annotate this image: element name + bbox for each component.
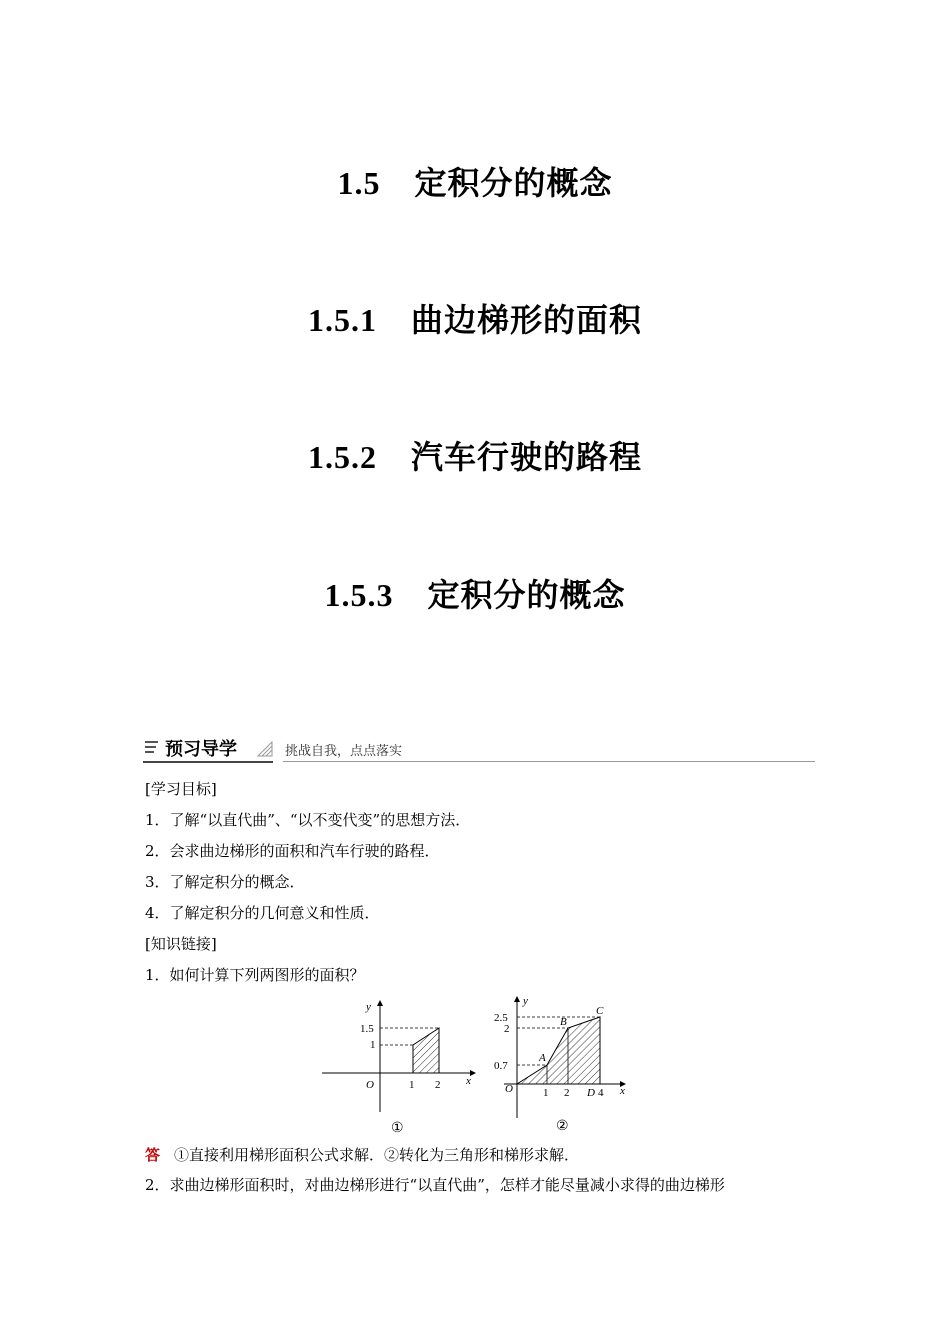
fig1-ytick: 1	[370, 1039, 376, 1051]
objectives-label: [学习目标]	[145, 780, 217, 798]
fig1-y-label: y	[366, 1001, 371, 1013]
objective-item: 3．了解定积分的概念．	[145, 873, 305, 891]
answer-line	[145, 1145, 579, 1165]
links-label: [知识链接]	[145, 935, 217, 953]
banner-underline-thin	[283, 761, 815, 762]
fig2-origin: O	[505, 1083, 513, 1095]
fig1-caption: ①	[391, 1121, 404, 1136]
answer-label: 答	[145, 1146, 161, 1164]
preview-banner	[143, 735, 815, 763]
objective-item: 2．会求曲边梯形的面积和汽车行驶的路程．	[145, 842, 440, 860]
triangle-hatch-icon	[257, 741, 273, 757]
banner-underline-thick	[143, 761, 273, 763]
banner-subtitle: 挑战自我，点点落实	[285, 744, 403, 759]
fig1-x-arrow-icon	[470, 1070, 476, 1076]
figure-2	[494, 995, 626, 1134]
answer-text: ①直接利用梯形面积公式求解．②转化为三角形和梯形求解．	[174, 1146, 580, 1164]
fig2-x-label: x	[620, 1085, 625, 1097]
fig2-xtick: 1	[543, 1087, 549, 1099]
fig2-caption: ②	[556, 1119, 569, 1134]
question-2: 2．求曲边梯形面积时，对曲边梯形进行“以直代曲”，怎样才能尽量减小求得的曲边梯形	[145, 1176, 725, 1194]
fig2-y-label: y	[523, 995, 528, 1007]
fig1-origin: O	[366, 1079, 374, 1091]
fig2-point-A: A	[539, 1052, 546, 1064]
objective-item: 1．了解“以直代曲”、“以不变代变”的思想方法．	[145, 811, 471, 829]
fig1-trapezoid	[413, 1028, 439, 1073]
fig2-ytick: 2.5	[494, 1012, 508, 1024]
fig1-x-label: x	[466, 1075, 471, 1087]
fig2-region	[517, 1017, 600, 1084]
fig2-ytick: 0.7	[494, 1060, 508, 1072]
fig2-point-B: B	[560, 1016, 567, 1028]
section-title-1-5-3: 1.5.3 定积分的概念	[324, 576, 626, 614]
question-1: 1．如何计算下列两图形的面积？	[145, 966, 365, 984]
fig2-y-arrow-icon	[514, 996, 520, 1002]
section-title-1-5-1: 1.5.1 曲边梯形的面积	[307, 301, 642, 339]
fig1-xtick: 2	[435, 1079, 441, 1091]
area-figures	[318, 990, 638, 1140]
fig2-point-C: C	[596, 1005, 604, 1017]
fig2-xtick-D: D	[587, 1087, 595, 1099]
section-title-1-5-2: 1.5.2 汽车行驶的路程	[307, 438, 642, 476]
section-title-1-5: 1.5 定积分的概念	[337, 164, 613, 202]
banner-heading: 预习导学	[165, 739, 237, 760]
objective-item: 4．了解定积分的几何意义和性质．	[145, 904, 380, 922]
fig1-y-arrow-icon	[377, 1000, 383, 1006]
figure-1	[322, 1000, 476, 1136]
fig1-xtick: 1	[409, 1079, 415, 1091]
fig2-xtick: 2	[564, 1087, 570, 1099]
fig2-ytick: 2	[504, 1023, 510, 1035]
fig1-ytick: 1.5	[360, 1023, 374, 1035]
fig2-xtick: 4	[598, 1087, 604, 1099]
stripes-icon	[143, 739, 159, 755]
